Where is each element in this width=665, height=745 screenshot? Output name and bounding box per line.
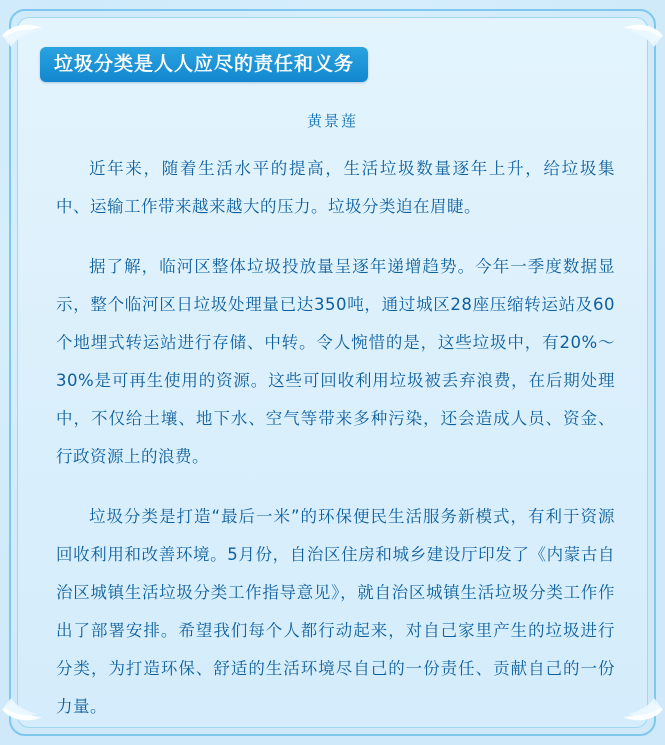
author-name: 黄景莲 (306, 112, 358, 130)
article-body (56, 150, 615, 726)
title-banner (40, 47, 368, 81)
paragraph-3: 垃圾分类是打造“最后一米”的环保便民生活服务新模式，有利于资源回收利用和改善环境。5月份，自治区住房和城乡建设厅印发了《内蒙古自治区城镇生活垃圾分类工作指导意见》，就自治区城镇生活垃圾分类工作作出了部署安排。希望我们每个人都行动起来，对自己家里产生的垃圾进行分类，为打造环保、舒适的生活环境尽自己的一份责任、贡献自己的一份力量。 (56, 507, 615, 716)
page-title: 垃圾分类是人人应尽的责任和义务 (54, 53, 355, 75)
paragraph-2: 据了解，临河区整体垃圾投放量呈逐年递增趋势。今年一季度数据显示，整个临河区日垃圾处理量已达350吨，通过城区28座压缩转运站及60个地埋式转运站进行存储、中转。令人惋惜的是，这些垃圾中，有20%～30%是可再生使用的资源。这些可回收利用垃圾被丢弃浪费，在后期处理中，不仅给土壤、地下水、空气等带来多种污染，还会造成人员、资金、行政资源上的浪费。 (56, 257, 615, 466)
paragraph-1: 近年来，随着生活水平的提高，生活垃圾数量逐年上升，给垃圾集中、运输工作带来越来越大的压力。垃圾分类迫在眉睫。 (56, 159, 615, 216)
title-bar (40, 47, 368, 82)
inner-panel (17, 17, 648, 728)
